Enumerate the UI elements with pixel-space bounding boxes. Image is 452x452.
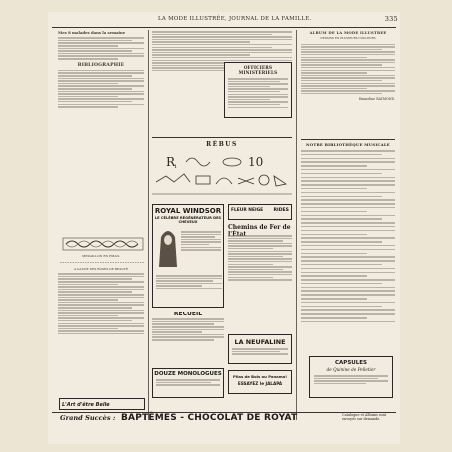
officiers-box xyxy=(224,62,292,118)
header-rule xyxy=(52,27,396,28)
neufaline-title: LA NEUFALINE xyxy=(234,338,286,346)
album-title: ALBUM DE LA MODE ILLUSTRÉE xyxy=(309,31,387,35)
chocolat-royat-banner: BAPTÊMES - CHOCOLAT DE ROYAT xyxy=(121,413,298,423)
journal-title: LA MODE ILLUSTRÉE, JOURNAL DE LA FAMILLE. xyxy=(158,16,312,22)
catalogue-note: Catalogue et Albums sont envoyés sur demande. xyxy=(342,413,387,421)
intro-text xyxy=(58,37,144,59)
rebus-rule xyxy=(152,137,292,138)
column-divider-2 xyxy=(296,30,297,420)
caption-medallion: MÉDAILLON EN ÉMAIL xyxy=(82,254,120,258)
recueil-title: RECUEIL xyxy=(173,312,203,317)
pilas-line: Pilas de Bois ou Panama! xyxy=(233,374,287,379)
svg-text:10: 10 xyxy=(248,155,264,169)
royal-windsor-ad xyxy=(152,204,224,308)
art-etre-belle-ad: L'Art d'être Belle xyxy=(59,398,145,410)
rebus-title: RÉBUS xyxy=(206,141,238,148)
douze-title: DOUZE MONOLOGUES xyxy=(154,371,222,377)
chemins-text xyxy=(228,235,292,319)
jalapa-ad xyxy=(228,370,292,394)
rebus-puzzle-illustration xyxy=(152,150,292,196)
capsules-quinine-ad xyxy=(309,356,393,398)
lower-text xyxy=(58,273,144,334)
capsules-subtitle: de Quinine de Pelletier xyxy=(326,367,376,372)
svg-text:R: R xyxy=(166,155,176,169)
left-column-lower xyxy=(58,267,144,417)
officiers-title: OFFICIERS MINISTÉRIELS xyxy=(238,65,278,75)
svg-text:1: 1 xyxy=(174,164,178,170)
woman-portrait-illustration xyxy=(157,229,179,269)
page-header xyxy=(48,15,400,25)
medallion-illustration xyxy=(62,236,144,252)
chemins-de-fer-title: Chemins de Fer de xyxy=(228,224,291,231)
right-rule xyxy=(301,139,395,140)
douze-monologues-ad xyxy=(152,368,224,398)
royal-windsor-subtitle: LE CÉLÈBRE RÉGÉNÉRATEUR DES CHEVEUX xyxy=(154,216,222,224)
column-divider-1 xyxy=(148,30,149,420)
fleur-neige-ad: FLEUR NEIGE RIDES xyxy=(228,204,292,220)
signature: Emmeline RAYMOND. xyxy=(358,97,395,102)
music-list xyxy=(301,150,395,370)
grand-succes-text: Grand Succès : xyxy=(60,414,116,422)
album-subtitle: DESSINS EN PLUSIEURS COULEURS xyxy=(320,36,376,41)
page-number: 335 xyxy=(384,15,398,23)
recueil-block xyxy=(152,312,224,368)
intro-heading: Mes 8 malades dans la semaine xyxy=(58,31,126,35)
royal-windsor-title: ROYAL WINDSOR xyxy=(154,207,222,215)
neufaline-ad xyxy=(228,334,292,364)
bibliographie-title: BIBLIOGRAPHIE xyxy=(77,62,125,68)
caption-gaude: A.GAUDE DES ROSES DE BEAUTÉ xyxy=(73,267,129,271)
bibliotheque-musicale-title: NOTRE BIBLIOTHÈQUE MUSICALE xyxy=(306,142,390,147)
bibliographie-text xyxy=(58,70,144,108)
capsules-title: CAPSULES xyxy=(335,360,367,366)
jalapa-line: ESSAYEZ le JALAPA xyxy=(237,381,283,386)
lace-border xyxy=(60,260,144,265)
